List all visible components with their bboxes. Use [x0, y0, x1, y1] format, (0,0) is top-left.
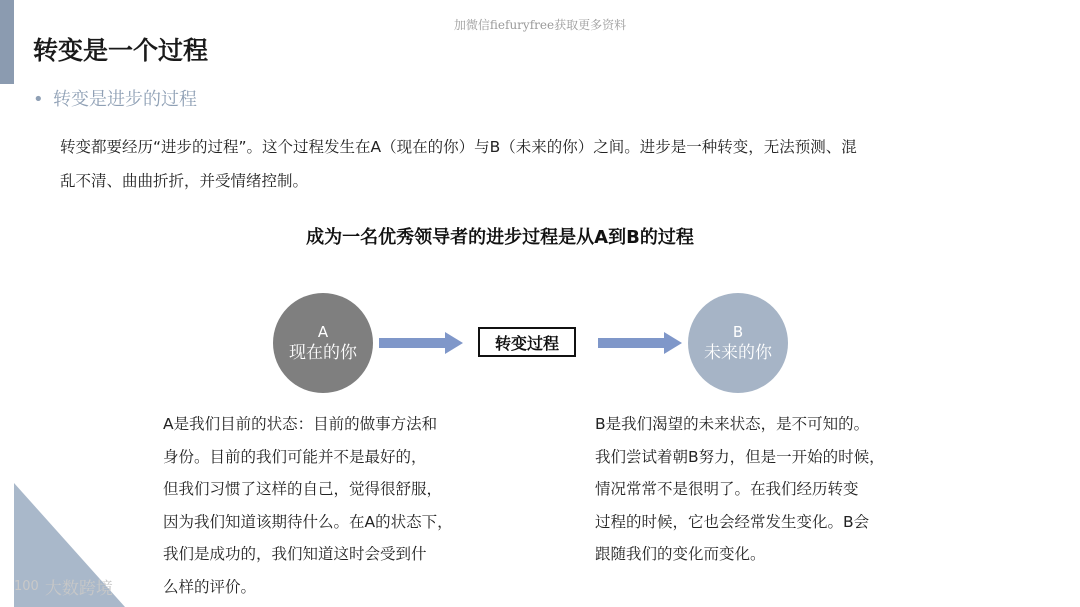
circle-a-label: 现在的你 — [289, 343, 357, 363]
description-a-line: 么样的评价。 — [163, 577, 257, 596]
circle-b-letter: B — [732, 323, 744, 341]
circle-a-letter: A — [317, 323, 329, 341]
description-a-line: A是我们目前的状态：目前的做事方法和 — [163, 415, 438, 433]
description-b-line: 我们尝试着朝B努力，但是一开始的时候， — [595, 447, 885, 466]
diagram-heading: 成为一名优秀领导者的进步过程是从A到B的过程 — [306, 227, 694, 248]
description-a-line: 因为我们知道该期待什么。在A的状态下， — [163, 512, 453, 531]
circle-b-future-self — [688, 293, 788, 393]
arrow-right-icon — [379, 332, 463, 354]
arrow-right-icon — [598, 332, 682, 354]
section-heading — [33, 85, 197, 111]
circle-b-label: 未来的你 — [704, 343, 772, 363]
description-b-line: 情况常常不是很明了。在我们经历转变 — [595, 480, 859, 498]
description-b — [595, 408, 885, 571]
process-box: 转变过程 — [478, 327, 576, 357]
description-b-line: B是我们渴望的未来状态，是不可知的。 — [595, 415, 870, 433]
bullet-icon: • — [33, 89, 44, 110]
logo-mark: 100 — [14, 579, 39, 594]
description-a-line: 但我们习惯了这样的自己，觉得很舒服， — [163, 480, 443, 498]
description-b-line: 跟随我们的变化而变化。 — [595, 545, 766, 563]
watermark-text: 加微信fiefuryfree获取更多资料 — [453, 18, 627, 32]
accent-bar — [0, 0, 14, 84]
description-a-line: 身份。目前的我们可能并不是最好的， — [163, 447, 427, 466]
intro-line: 转变都要经历“进步的过程”。这个过程发生在A（现在的你）与B（未来的你）之间。进步是一种转变，无法预测、混 — [60, 138, 857, 156]
logo-text: 大数跨境 — [44, 579, 113, 599]
description-b-line: 过程的时候，它也会经常发生变化。B会 — [595, 512, 870, 531]
description-a-line: 我们是成功的，我们知道这时会受到什 — [163, 545, 427, 563]
logo — [14, 574, 113, 599]
circle-a-current-self — [273, 293, 373, 393]
intro-paragraph — [60, 130, 1000, 198]
page-title: 转变是一个过程 — [33, 36, 209, 65]
intro-line: 乱不清、曲曲折折，并受情绪控制。 — [60, 172, 309, 190]
section-heading-text: 转变是进步的过程 — [53, 89, 197, 110]
description-a — [163, 408, 453, 603]
